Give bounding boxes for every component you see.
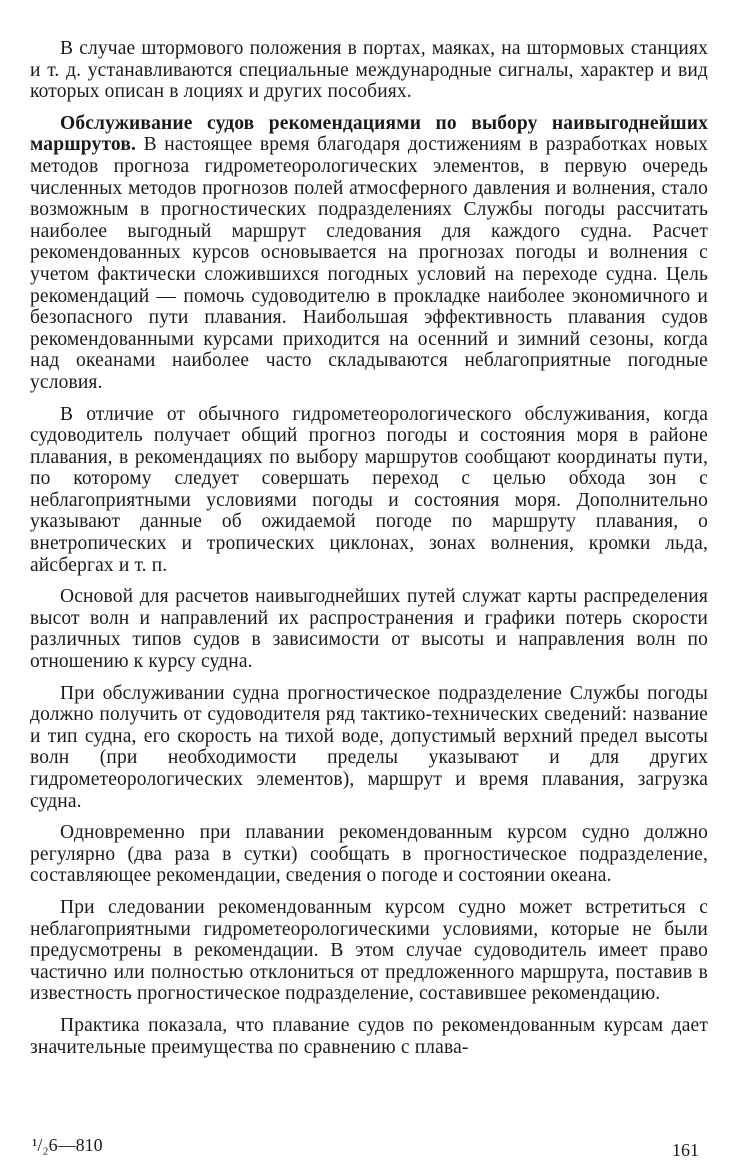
paragraph-text: В настоящее время благодаря достижениям в разработках новых методов прогноза гидрометеорологических элементов, в первую очередь численных методов прогнозов полей атмосферного давления и волнения, стало возможным в прогностических подразделениях Службы погоды рассчитать наиболее выгодный маршрут следования для каждого судна. Расчет рекомендованных курсов основывается на прогнозах погоды и волнения с учетом фактически сложившихся погодных условий на переходе судна. Цель рекомендаций — помочь судоводителю в прокладке наиболее экономичного и безопасного пути плавания. Наибольшая эффективность плавания судов рекомендованными курсами приходится на осенний и зимний сезоны, когда над океанами наиболее часто складываются неблагоприятные погодные условия. (30, 134, 708, 393)
paragraph-storm-signals: В случае штормового положения в портах, маяках, на штормовых станциях и т. д. устанавливаются специальные международные сигналы, характер и вид которых описан в лоциях и других пособиях. (30, 38, 708, 103)
page-body (30, 38, 708, 1068)
paragraph-practice: Практика показала, что плавание судов по рекомендованным курсам дает значительные преимущества по сравнению с плава- (30, 1014, 708, 1058)
paragraph-reporting: Одновременно при плавании рекомендованным курсом судно должно регулярно (два раза в сутки) сообщать в прогностическое подразделение, составляющее рекомендации, сведения о погоде и состоянии океана. (30, 822, 708, 887)
paragraph-route-recommendations (30, 113, 708, 394)
paragraph-basis: Основой для расчетов наивыгоднейших путей служат карты распределения высот волн и направлений их распространения и графики потерь скорости различных типов судов в зависимости от высоты и направления волн по отношению к курсу судна. (30, 586, 708, 673)
paragraph-deviation: При следовании рекомендованным курсом судно может встретиться с неблагоприятными гидрометеорологическими условиями, которые не были предусмотрены в рекомендации. В этом случае судоводитель имеет право частично или полностью отклониться от предложенного маршрута, поставив в известность прогностическое подразделение, составившее рекомендацию. (30, 896, 708, 1005)
page-number: 161 (672, 1140, 699, 1160)
section-heading: Обслуживание судов рекомендациями по выбору наивыгоднейших маршрутов. (30, 112, 708, 156)
printer-signature: ¹/₂6—810 (32, 1135, 103, 1155)
paragraph-service: При обслуживании судна прогностическое подразделение Службы погоды должно получить от судоводителя ряд тактико-технических сведений: название и тип судна, его скорость на тихой воде, допустимый верхний предел высоты волн (при необходимости пределы указывают и для других гидрометеорологических элементов), маршрут и время плавания, загрузка судна. (30, 682, 708, 812)
paragraph-difference: В отличие от обычного гидрометеорологического обслуживания, когда судоводитель получает общий прогноз погоды и состояния моря в районе плавания, в рекомендациях по выбору маршрутов сообщают координаты пути, по которому следует совершать переход с целью обхода зон с неблагоприятными условиями погоды и состояния моря. Дополнительно указывают данные об ожидаемой погоде по маршруту плавания, о внетропических и тропических циклонах, зонах волнения, кромки льда, айсбергах и т. п. (30, 403, 708, 576)
